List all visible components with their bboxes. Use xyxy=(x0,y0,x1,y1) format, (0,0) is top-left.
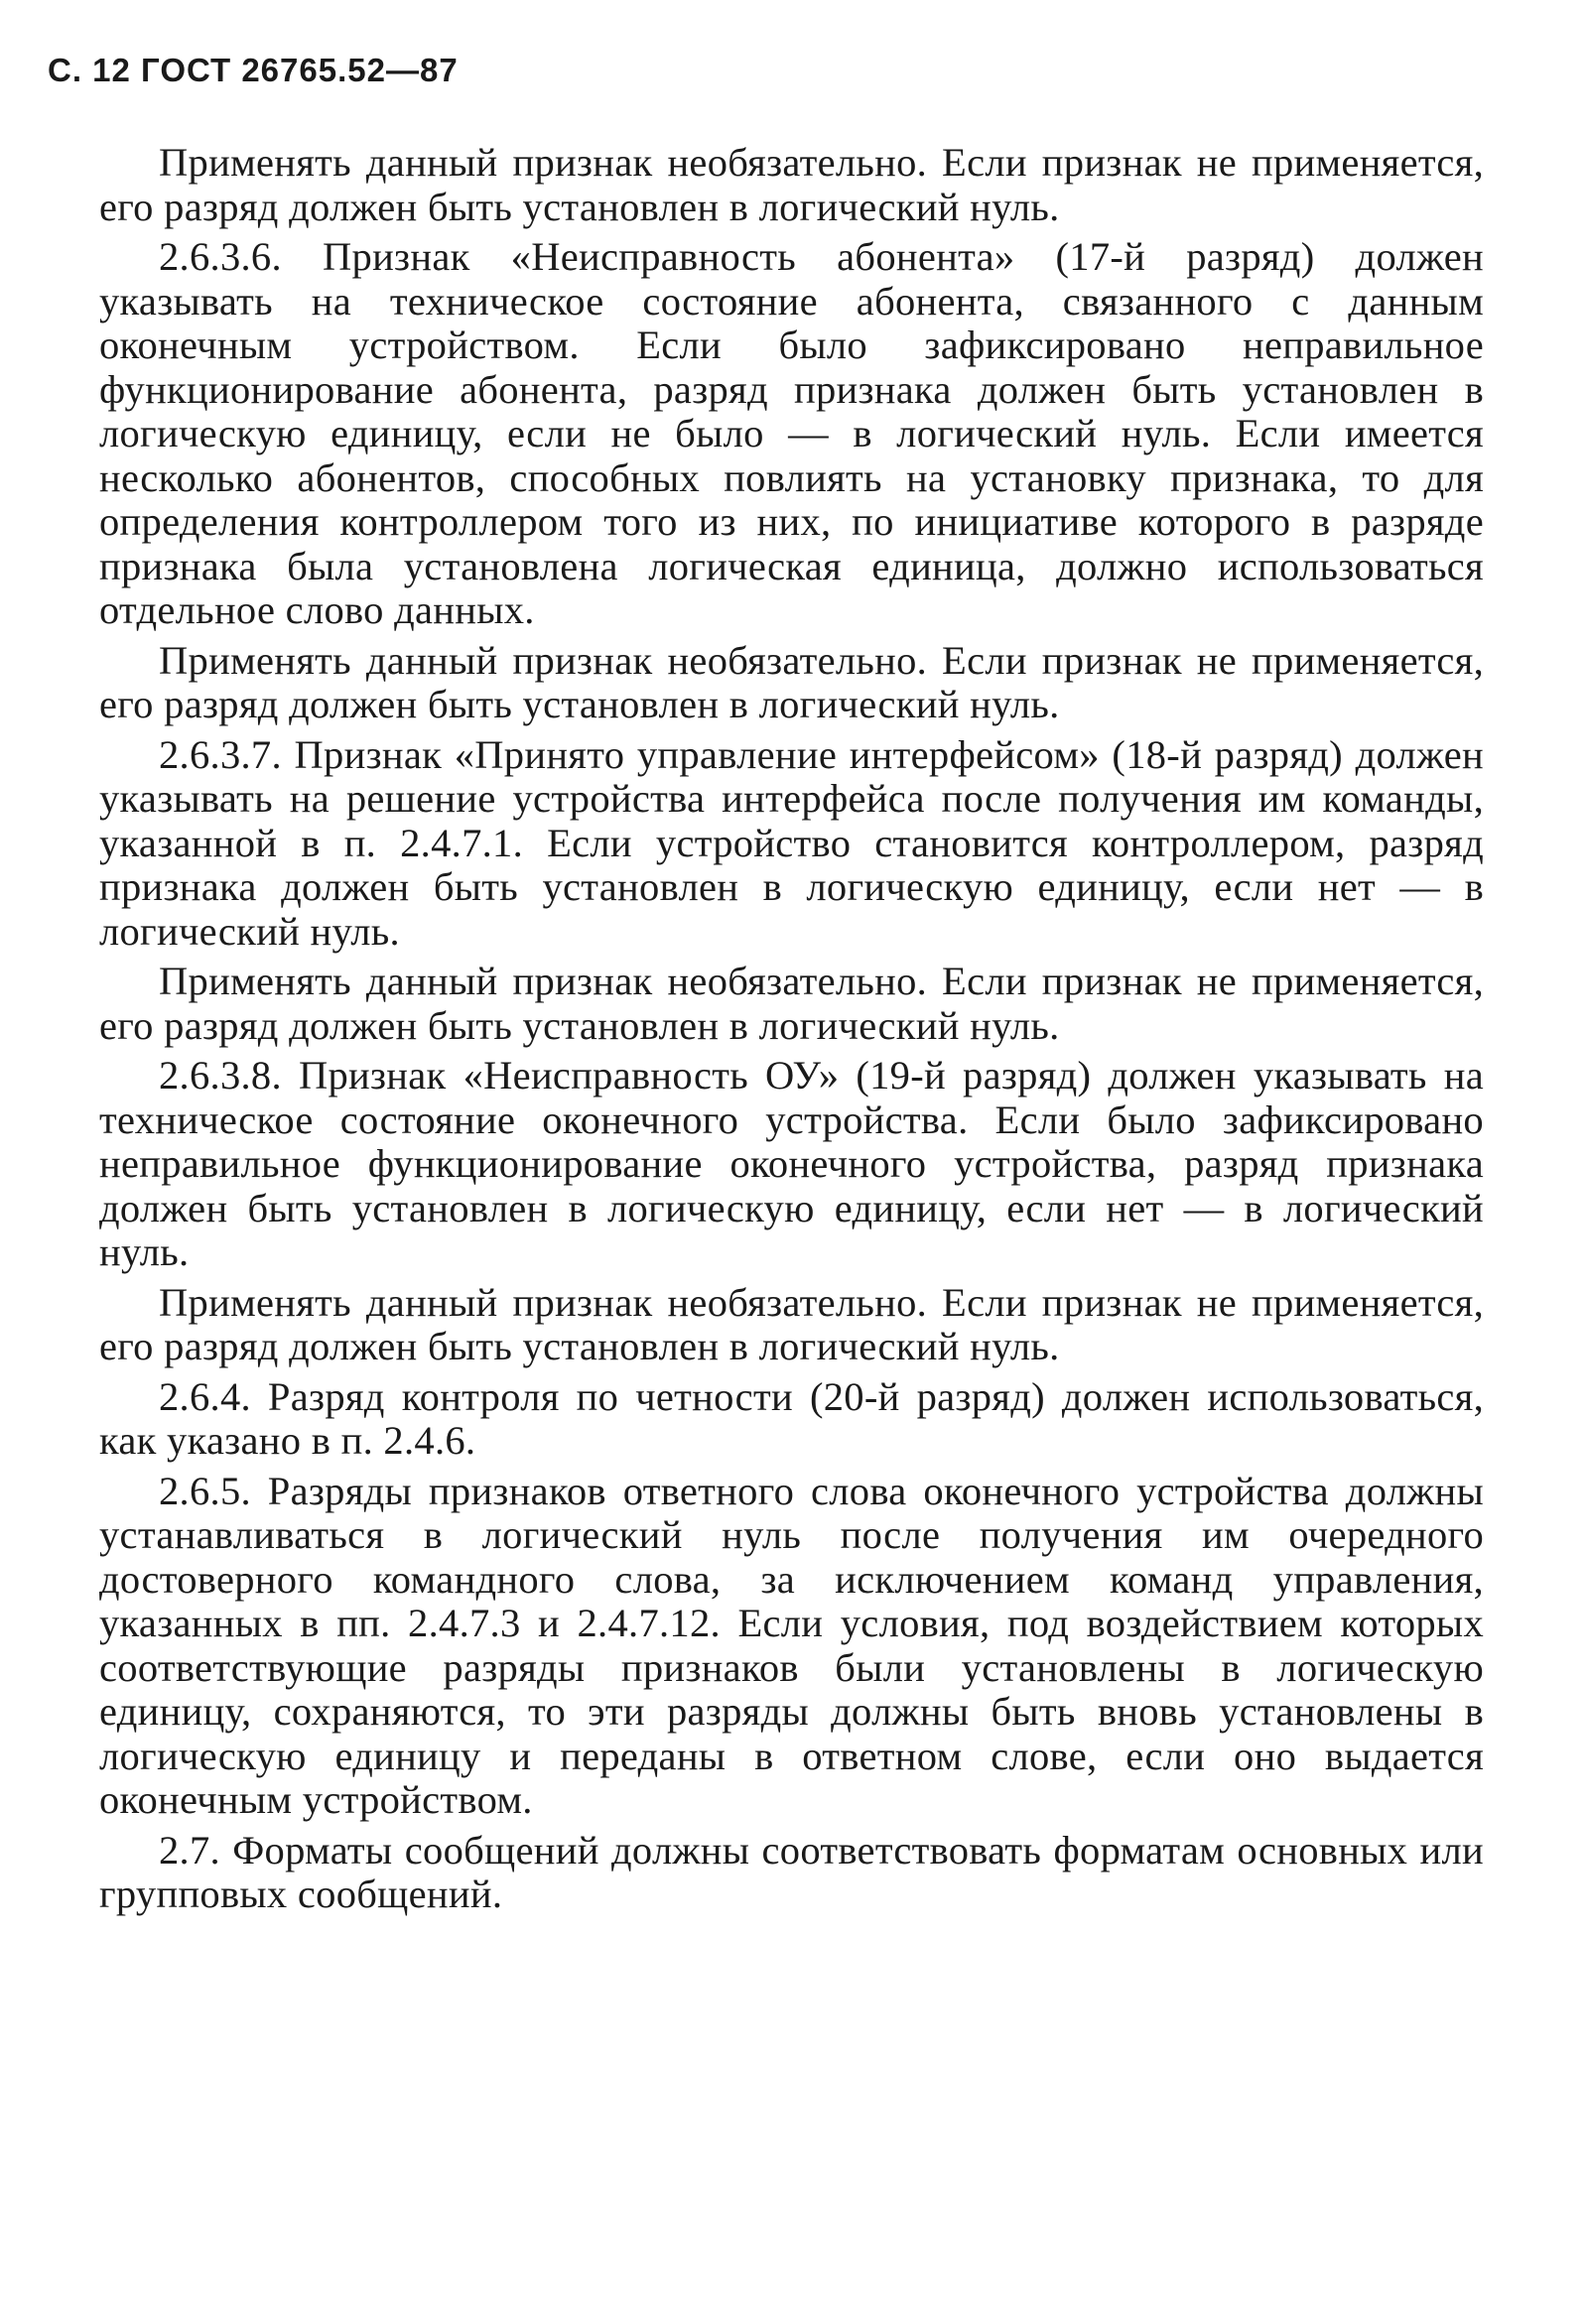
paragraph-2-6-3-8: 2.6.3.8. Признак «Неисправность ОУ» (19-й разряд) должен указывать на техническое состояние оконечного устройства. Если было зафиксировано неправильное функционирование оконечного устройства, разряд признака должен быть установлен в логическую единицу, если нет — в логический нуль. xyxy=(99,1053,1484,1274)
paragraph-2-6-3-6: 2.6.3.6. Признак «Неисправность абонента» (17-й разряд) должен указывать на техническое состояние абонента, связанного с данным оконечным устройством. Если было зафиксировано неправильное функционирование абонента, разряд признака должен быть установлен в логическую единицу, если не было — в логический нуль. Если имеется несколько абонентов, способных повлиять на установку признака, то для определения контроллером того из них, по инициативе которого в разряде признака была установлена логическая единица, должно использоваться отдельное слово данных. xyxy=(99,234,1484,632)
paragraph-optional-note-4: Применять данный признак необязательно. Если признак не применяется, его разряд должен быть установлен в логический нуль. xyxy=(99,1279,1484,1368)
paragraph-2-6-5: 2.6.5. Разряды признаков ответного слова оконечного устройства должны устанавливаться в логический нуль после получения им очередного достоверного командного слова, за исключением команд управления, указанных в пп. 2.4.7.3 и 2.4.7.12. Если условия, под воздействием которых соответствующие разряды признаков были установлены в логическую единицу, сохраняются, то эти разряды должны быть вновь установлены в логическую единицу и переданы в ответном слове, если оно выдается оконечным устройством. xyxy=(99,1468,1484,1822)
paragraph-optional-note-2: Применять данный признак необязательно. Если признак не применяется, его разряд должен быть установлен в логический нуль. xyxy=(99,637,1484,726)
paragraph-optional-note-3: Применять данный признак необязательно. Если признак не применяется, его разряд должен быть установлен в логический нуль. xyxy=(99,959,1484,1048)
paragraph-2-7: 2.7. Форматы сообщений должны соответствовать форматам основных или групповых сообщений. xyxy=(99,1827,1484,1916)
paragraph-2-6-4: 2.6.4. Разряд контроля по четности (20-й разряд) должен использоваться, как указано в п. 2.4.6. xyxy=(99,1373,1484,1463)
paragraph-2-6-3-7: 2.6.3.7. Признак «Принято управление интерфейсом» (18-й разряд) должен указывать на решение устройства интерфейса после получения им команды, указанной в п. 2.4.7.1. Если устройство становится контроллером, разряд признака должен быть установлен в логическую единицу, если нет — в логический нуль. xyxy=(99,731,1484,954)
document-body xyxy=(99,141,1484,1923)
paragraph-optional-note-1: Применять данный признак необязательно. Если признак не применяется, его разряд должен быть установлен в логический нуль. xyxy=(99,140,1484,229)
page-header: С. 12 ГОСТ 26765.52—87 xyxy=(48,52,459,88)
